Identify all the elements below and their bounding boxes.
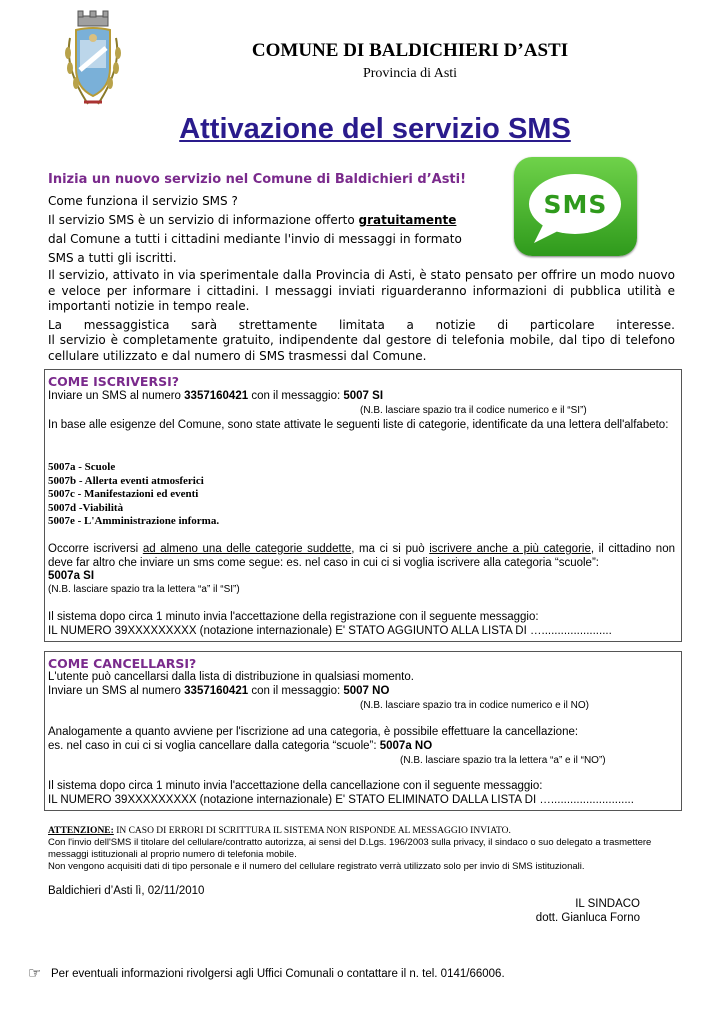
subscribe-instr-text: Occorre iscriversi [48,543,143,555]
subscribe-note-2: (N.B. lasciare spazio tra la lettera “a” il “SI”) [48,584,240,595]
attention-head-text: IN CASO DI ERRORI DI SCRITTURA IL SISTEMA NON RISPONDE AL MESSAGGIO INVIATO. [113,826,511,836]
coat-of-arms-logo [58,8,128,112]
subscribe-instr-emphasis-1: ad almeno una delle categorie suddette [142,543,352,555]
category-item: 5007e - L'Amministrazione informa. [48,515,220,527]
category-item: 5007b - Allerta eventi atmosferici [48,474,204,487]
attention-body-2: Non vengono acquisiti dati di tipo personale e il numero del cellulare registrato verrà utilizzato solo per invio di SMS istituzionali. [48,861,585,872]
unsubscribe-send-text-2: con il messaggio: [248,685,344,697]
attention-label: ATTENZIONE: [48,826,114,836]
municipality-name: COMUNE DI BALDICHIERI D’ASTI [251,40,569,61]
sms-app-icon [514,157,637,256]
signature-name: dott. Gianluca Forno [535,912,640,924]
category-item: 5007a - Scuole [48,461,116,473]
footer-contact-info: Per eventuali informazioni rivolgersi agli Uffici Comunali o contattare il n. tel. 0141/66006. [51,968,505,980]
subscribe-instr-emphasis-2: iscrivere anche a più categorie [429,543,591,555]
subscribe-phone-number: 3357160421 [184,390,249,402]
unsubscribe-note-2: (N.B. lasciare spazio tra la lettera “a” e il “NO”) [400,755,606,766]
intro-free-emphasis: gratuitamente [358,213,457,227]
unsubscribe-example-code: 5007a NO [379,740,433,752]
unsubscribe-line-3: Analogamente a quanto avviene per l'iscrizione ad una categoria, è possibile effettuare la cancellazione: [48,726,579,738]
signature-role: IL SINDACO [575,898,640,910]
intro-paragraph-2b: Il servizio è completamente gratuito, indipendente dal gestore di telefonia mobile, dal tipo di telefono cellulare utilizzato e dal numero di SMS trasmessi dal Comune. [48,333,675,363]
intro-line-2-text: Il servizio SMS è un servizio di informazione offerto [48,213,359,227]
category-item: 5007c - Manifestazioni ed eventi [48,488,199,500]
unsubscribe-line-4 [48,740,432,752]
subscribe-send-line [48,390,383,402]
sms-icon-text: SMS [543,190,608,219]
intro-paragraph-2a: La messaggistica sarà strettamente limitata a notizie di particolare interesse. [48,318,675,332]
unsubscribe-confirm-1: Il sistema dopo circa 1 minuto invia l'accettazione della cancellazione con il seguente messaggio: [48,780,543,792]
unsubscribe-phone-number: 3357160421 [184,685,249,697]
unsubscribe-message-code: 5007 NO [343,685,390,697]
unsubscribe-confirm-2: IL NUMERO 39XXXXXXXXX (notazione internazionale) E' STATO ELIMINATO DALLA LISTA DI ….......................... [48,794,634,806]
subscribe-lists-intro: In base alle esigenze del Comune, sono state attivate le seguenti liste di categorie, identificate da una lettera dell'alfabeto: [48,419,669,431]
subscribe-confirm-2: IL NUMERO 39XXXXXXXXX (notazione internazionale) E' STATO AGGIUNTO ALLA LISTA DI …...................... [48,625,612,637]
intro-line-1: Come funziona il servizio SMS ? [48,194,238,208]
subscribe-message-code: 5007 SI [343,390,384,402]
attention-heading [48,825,511,836]
unsubscribe-note-1: (N.B. lasciare spazio tra in codice numerico e il NO) [360,700,589,711]
place-date: Baldichieri d’Asti lì, 02/11/2010 [48,885,205,897]
unsubscribe-line-4-text: es. nel caso in cui ci si voglia cancellare dalla categoria “scuole”: [48,740,380,752]
subscribe-note-1: (N.B. lasciare spazio tra il codice numerico e il “SI”) [360,405,587,416]
province-name: Provincia di Asti [362,66,458,81]
subscribe-example-code: 5007a SI [48,570,95,582]
subscribe-send-text: Inviare un SMS al numero [48,390,185,402]
subscribe-instr-text-2: , ma ci si può [351,543,430,555]
unsubscribe-title: COME CANCELLARSI? [48,656,197,671]
intro-line-4: SMS a tutti gli iscritti. [48,251,177,265]
unsubscribe-line-1: L'utente può cancellarsi dalla lista di distribuzione in qualsiasi momento. [48,671,414,683]
subscribe-confirm-1: Il sistema dopo circa 1 minuto invia l'accettazione della registrazione con il seguente messaggio: [48,611,539,623]
intro-paragraph-1: Il servizio, attivato in via sperimentale dalla Provincia di Asti, è stato pensato per offrire un modo nuovo e veloce per informare i cittadini. I messaggi inviati riguarderanno informazioni di pubblica utilità e importanti notizie in tempo reale. [48,268,675,313]
subscribe-send-text-2: con il messaggio: [248,390,344,402]
pointing-hand-icon: ☞ [28,964,42,982]
intro-line-2 [48,213,456,227]
category-item: 5007d -Viabilità [48,501,124,514]
category-list [48,461,219,529]
unsubscribe-send-line [48,685,389,697]
intro-line-3: dal Comune a tutti i cittadini mediante l'invio di messaggi in formato [48,232,462,246]
attention-body-1: Con l'invio dell'SMS il titolare del cellulare/contratto autorizza, ai sensi del D.Lgs. 196/2003 sulla privacy, il sindaco o suo delegato a trasmettere messaggi istituzionali al proprio numero di telefonia mobile. [48,837,652,860]
subscribe-title: COME ISCRIVERSI? [48,374,179,389]
unsubscribe-send-text: Inviare un SMS al numero [48,685,185,697]
intro-headline: Inizia un nuovo servizio nel Comune di Baldichieri d’Asti! [48,172,467,187]
subscribe-instructions [48,542,675,570]
page-title: Attivazione del servizio SMS [179,113,571,145]
subscribe-instr-text-3: , il cittadino non deve far altro che inviare un sms come segue: es. nel caso in cui ci si voglia iscrivere alla categoria “scuole”: [48,543,675,569]
